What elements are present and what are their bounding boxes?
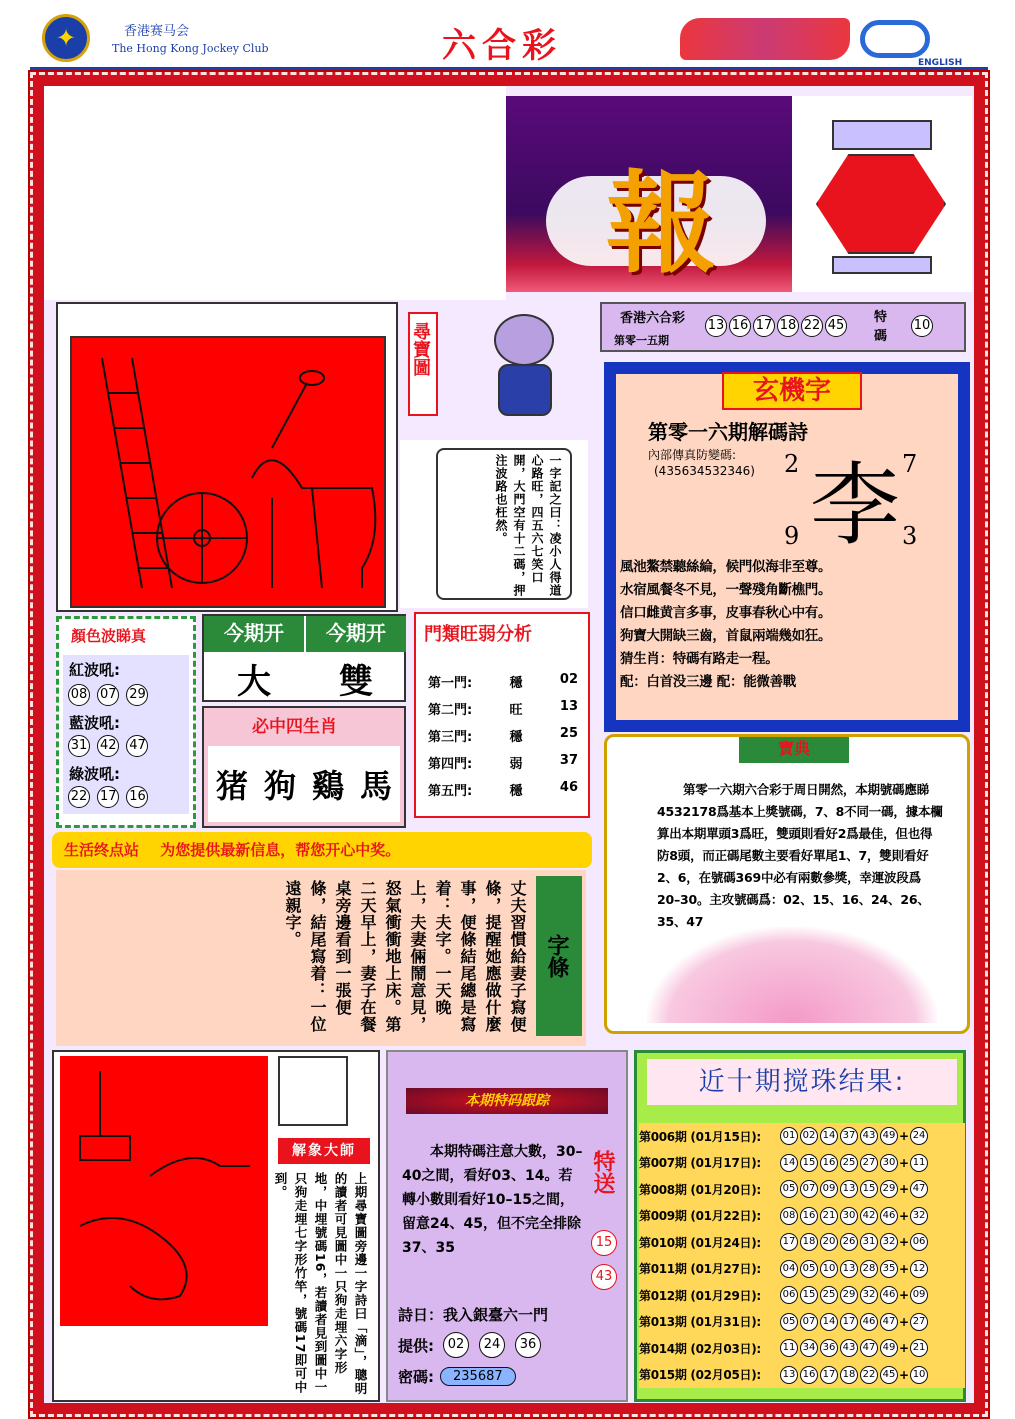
result-ball: 29 [840,1286,858,1304]
result-ball: 25 [820,1286,838,1304]
life-banner-title: 生活终点站 [64,841,140,859]
result-ball: 15 [800,1154,818,1172]
special-label: 特碼 [874,310,888,344]
result-label: 第007期 (01月17日): [639,1156,761,1171]
result-ball: 17 [820,1366,838,1384]
wave-ball: 17 [97,786,119,808]
xuanji-line: 水宿風餐冬不見，一聲殘角斷樵門。 [620,582,832,598]
result-special-ball: 47 [910,1180,928,1198]
treasure-map-panel [56,302,398,612]
result-row: 第010期 (01月24日): 17 18 20 26 31 32 + 06 [639,1229,965,1256]
result-ball: 37 [840,1127,858,1145]
xuanji-line: 猜生肖：特碼有路走一程。 [620,651,779,667]
tema-provide-label: 提供: [398,1336,434,1355]
result-ball: 49 [880,1127,898,1145]
xuanji-num: 7 [902,450,918,478]
result-ball: 18 [840,1366,858,1384]
page-title: 六合彩 [442,26,562,66]
draw-ball: 13 [705,315,727,337]
wave-balls [63,735,189,761]
result-ball: 20 [820,1233,838,1251]
result-row: 第015期 (02月05日): 13 16 17 18 22 45 + 10 [639,1362,965,1389]
tema-panel [386,1050,628,1402]
result-ball: 14 [780,1154,798,1172]
result-ball: 18 [800,1233,818,1251]
wave-ball: 22 [68,786,90,808]
door-name: 第三門: [428,730,473,745]
result-ball: 07 [800,1313,818,1331]
xuanji-line: 風池鰲禁聽絲綸，候門似海非至尊。 [620,559,832,575]
result-ball: 43 [860,1127,878,1145]
life-tag-label: 字條 [544,934,569,978]
this-issue-panel [202,614,406,702]
last-draw-balls [704,315,848,337]
door-name: 第二門: [428,703,473,718]
result-ball: 47 [880,1313,898,1331]
tema-provide [398,1332,542,1358]
result-label: 第012期 (01月29日): [639,1288,761,1303]
results-panel [634,1050,966,1402]
result-label: 第008期 (01月20日): [639,1182,761,1197]
life-text: 丈夫習慣給妻子寫便條，提醒她應做什麼事，便條結尾總是寫着：夫字。一天晚上，夫妻倆鬧意見，怒氣衝衝地上床。第二天早上，妻子在餐桌旁邊看到一張便條，結尾寫着：一位遠親字。 [283,880,527,1033]
result-ball: 05 [780,1180,798,1198]
draw-ball: 16 [729,315,751,337]
result-special-ball: 12 [910,1260,928,1278]
mark-six-logo [860,20,930,58]
result-ball: 36 [820,1339,838,1357]
club-name-en: The Hong Kong Jockey Club [112,42,269,55]
result-special-ball: 21 [910,1339,928,1357]
result-row: 第006期 (01月15日): 01 02 14 37 43 49 + 24 [639,1123,965,1150]
result-ball: 46 [880,1207,898,1225]
pig-head [494,314,554,366]
results-table [639,1123,965,1388]
result-ball: 13 [840,1260,858,1278]
tema-poem-label: 詩日： [398,1306,444,1324]
xuanji-line: 配：白首没三邊 配：能微善戰 [620,674,796,690]
wave-label: 紅波吼: [69,661,120,679]
result-ball: 05 [780,1313,798,1331]
banner-image [506,96,792,292]
baodian-title: 寶典 [739,737,849,763]
pig-mascot [470,310,580,430]
door-state: 旺 [509,703,523,718]
provide-ball: 02 [443,1332,469,1358]
xuanji-num: 2 [784,450,800,478]
lantern-top [832,120,932,150]
treasure-map-label: 尋寶圖 [408,312,438,416]
draw-ball: 22 [801,315,823,337]
result-special-ball: 11 [910,1154,928,1172]
door-row [428,780,578,807]
lotus-graphic [647,927,937,1023]
result-ball: 09 [820,1180,838,1198]
result-special-ball: 10 [910,1366,928,1384]
horses-graphic [680,18,850,60]
blank-area [44,86,506,300]
result-special-ball: 27 [910,1313,928,1331]
pig-body [498,364,552,416]
wave-ball: 29 [126,684,148,706]
result-ball: 46 [860,1313,878,1331]
site-header [30,8,988,70]
zodiac-item: 馬 [359,767,392,805]
result-ball: 15 [800,1286,818,1304]
result-ball: 47 [860,1339,878,1357]
result-row: 第013期 (01月31日): 05 07 14 17 46 47 + 27 [639,1309,965,1336]
four-zodiac-items [208,746,400,822]
wave-ball: 31 [68,735,90,757]
door-state: 穩 [509,784,523,799]
wave-label: 藍波吼: [69,714,120,732]
result-ball: 32 [880,1233,898,1251]
provide-ball: 36 [515,1332,541,1358]
door-num: 13 [559,699,578,714]
result-ball: 49 [880,1339,898,1357]
life-banner-slogan: 为您提供最新信息，帮您开心中奖。 [160,841,401,859]
xuanji-note2: (435634532346) [654,464,755,478]
jiexiang-panel [52,1050,380,1402]
result-ball: 07 [800,1180,818,1198]
colorwave-body [63,655,189,814]
result-row: 第011期 (01月27日): 04 05 10 13 28 35 + 12 [639,1256,965,1283]
result-special-ball: 32 [910,1207,928,1225]
door-row [428,699,578,726]
result-ball: 13 [780,1366,798,1384]
xuanji-num: 9 [784,522,800,550]
wave-label: 綠波吼: [69,765,120,783]
issue-head-2: 今期开 [306,616,406,652]
result-ball: 04 [780,1260,798,1278]
lantern-base [832,256,932,274]
result-label: 第013期 (01月31日): [639,1315,761,1330]
tema-send-ball: 15 [591,1230,617,1256]
door-row [428,672,578,699]
issue-value-2: 雙 [339,662,373,702]
banner-glyph: 報 [606,159,716,288]
result-ball: 25 [840,1154,858,1172]
draw-ball: 18 [777,315,799,337]
lantern-body [816,154,946,254]
tema-send-label: 特送 [590,1150,615,1194]
result-special-ball: 09 [910,1286,928,1304]
tema-poem-text: 我入銀臺六一門 [443,1306,549,1324]
last-draw-panel [600,302,966,352]
tema-code-value: 235687 [440,1367,516,1386]
door-name: 第五門: [428,784,473,799]
special-ball: 10 [911,315,933,337]
doors-panel [414,612,590,818]
result-ball: 17 [840,1313,858,1331]
tema-send-ball: 43 [591,1264,617,1290]
zodiac-item: 狗 [263,767,296,805]
result-row: 第008期 (01月20日): 05 07 09 13 15 29 + 47 [639,1176,965,1203]
jiexiang-title: 解象大師 [278,1138,370,1164]
door-name: 第一門: [428,676,473,691]
results-title: 近十期搅珠结果: [647,1059,957,1105]
last-draw-issue: 第零一五期 [614,334,669,347]
door-num: 25 [559,726,578,741]
jockey-club-logo[interactable]: ✦ [42,14,90,62]
wave-ball: 08 [68,684,90,706]
result-ball: 31 [860,1233,878,1251]
result-ball: 06 [780,1286,798,1304]
result-ball: 08 [780,1207,798,1225]
result-ball: 16 [800,1366,818,1384]
door-num: 46 [559,780,578,795]
result-ball: 30 [880,1154,898,1172]
result-row: 第009期 (01月22日): 08 16 21 30 42 46 + 32 [639,1203,965,1230]
xuanji-poem-title: 第零一六期解碼詩 [648,420,808,444]
result-ball: 32 [860,1286,878,1304]
four-zodiac-panel [202,706,406,828]
result-label: 第010期 (01月24日): [639,1235,761,1250]
xuanji-line: 信口雌黄言多事，皮事春秋心中有。 [620,605,832,621]
doors-table [428,672,578,807]
result-ball: 27 [860,1154,878,1172]
result-ball: 35 [880,1260,898,1278]
treasure-map-drawing [70,336,386,608]
result-ball: 17 [780,1233,798,1251]
result-ball: 05 [800,1260,818,1278]
tema-poem [398,1304,548,1325]
result-ball: 11 [780,1339,798,1357]
issue-value-1: 大 [237,662,271,702]
result-ball: 29 [880,1180,898,1198]
tema-text: 本期特碼注意大數，30–40之間，看好03、14。若轉小數則看好10–15之間，留意24、45，但不完全排除37、35 [402,1144,583,1256]
xuanji-num: 3 [902,522,918,550]
xuanji-note1: 內部傳真防變碼: [648,448,737,462]
result-ball: 21 [820,1207,838,1225]
last-draw-name: 香港六合彩 [620,311,686,326]
wave-ball: 07 [97,684,119,706]
result-special-ball: 24 [910,1127,928,1145]
wave-ball: 16 [126,786,148,808]
xuanji-lines [620,556,960,694]
scroll-text: 一字記之曰：凌小人得道心路旺，四五六七笑口開，大門空有十二碼，押注波路也枉然。 [494,454,562,597]
result-ball: 14 [820,1313,838,1331]
zodiac-item: 猪 [215,767,248,805]
xuanji-title: 玄機字 [722,372,862,410]
wave-ball: 47 [126,735,148,757]
zodiac-item: 鷄 [311,767,344,805]
result-ball: 10 [820,1260,838,1278]
result-ball: 46 [880,1286,898,1304]
result-ball: 16 [800,1207,818,1225]
english-link[interactable]: ENGLISH [918,58,963,68]
life-tag [536,876,582,1036]
result-label: 第011期 (01月27日): [639,1262,761,1277]
doors-title: 門類旺弱分析 [424,624,532,645]
result-ball: 30 [840,1207,858,1225]
door-num: 02 [559,672,578,687]
result-label: 第006期 (01月15日): [639,1129,761,1144]
wave-ball: 42 [97,735,119,757]
result-label: 第015期 (02月05日): [639,1368,761,1383]
result-ball: 42 [860,1207,878,1225]
result-row: 第014期 (02月03日): 11 34 36 43 47 49 + 21 [639,1335,965,1362]
door-state: 穩 [509,676,523,691]
provide-ball: 24 [479,1332,505,1358]
result-label: 第014期 (02月03日): [639,1341,761,1356]
result-ball: 02 [800,1127,818,1145]
draw-ball: 17 [753,315,775,337]
door-row [428,753,578,780]
scroll-panel [400,440,588,608]
life-panel [56,870,586,1046]
door-name: 第四門: [428,757,473,772]
result-label: 第009期 (01月22日): [639,1209,761,1224]
four-zodiac-title: 必中四生肖 [252,717,337,737]
result-ball: 01 [780,1127,798,1145]
result-ball: 34 [800,1339,818,1357]
wave-balls [63,786,189,814]
colorwave-panel [56,616,196,828]
result-row: 第012期 (01月29日): 06 15 25 29 32 46 + 09 [639,1282,965,1309]
issue-head-1: 今期开 [204,616,304,652]
lantern-image [792,96,972,292]
door-state: 弱 [509,757,523,772]
wave-balls [63,684,189,710]
jiexiang-icon [278,1056,348,1126]
draw-ball: 45 [825,315,847,337]
result-ball: 13 [840,1180,858,1198]
xuanji-panel [604,362,970,732]
result-ball: 26 [840,1233,858,1251]
tema-title: 本期特码跟踪 [406,1088,608,1114]
result-ball: 14 [820,1127,838,1145]
result-ball: 28 [860,1260,878,1278]
tema-code [398,1366,516,1387]
result-ball: 22 [860,1366,878,1384]
life-banner [52,832,592,868]
tema-code-label: 密碼: [398,1368,434,1386]
colorwave-title: 顏色波睇真 [71,627,147,645]
baodian-text: 第零一六期六合彩于周日開然，本期號碼應睇4532178爲基本上獎號碼，7、8不同一碼，據本欄算出本期單頭3爲旺，雙頭則看好2爲最佳，但也得防8頭，而正碼尾數主要看好單尾1、7，雙則看好2、6，在號碼369中必有兩數參獎，幸運波段爲20–30。主攻號碼爲：02、15、16、24、26、35、47 [657,782,943,929]
result-ball: 15 [860,1180,878,1198]
door-num: 37 [559,753,578,768]
result-ball: 45 [880,1366,898,1384]
treasure-sketch [72,338,388,610]
jiexiang-text: 上期尋寶圖旁邊一字詩曰「滴」，聰明的讀者可見圖中一只狗走埋六字形地，中埋號碼16，若讀者見到圖中一只狗走埋七字形竹竿，號碼17即可中到。 [273,1172,368,1396]
result-ball: 43 [840,1339,858,1357]
baodian-panel [604,734,970,1034]
result-special-ball: 06 [910,1233,928,1251]
result-row: 第007期 (01月17日): 14 15 16 25 27 30 + 11 [639,1150,965,1177]
club-name-cn: 香港赛马会 [124,24,190,39]
result-ball: 16 [820,1154,838,1172]
xuanji-line: 狗寶大開缺三齒，首鼠兩端幾如狂。 [620,628,832,644]
xuanji-char: 李 [810,453,900,558]
door-state: 穩 [509,730,523,745]
door-row [428,726,578,753]
